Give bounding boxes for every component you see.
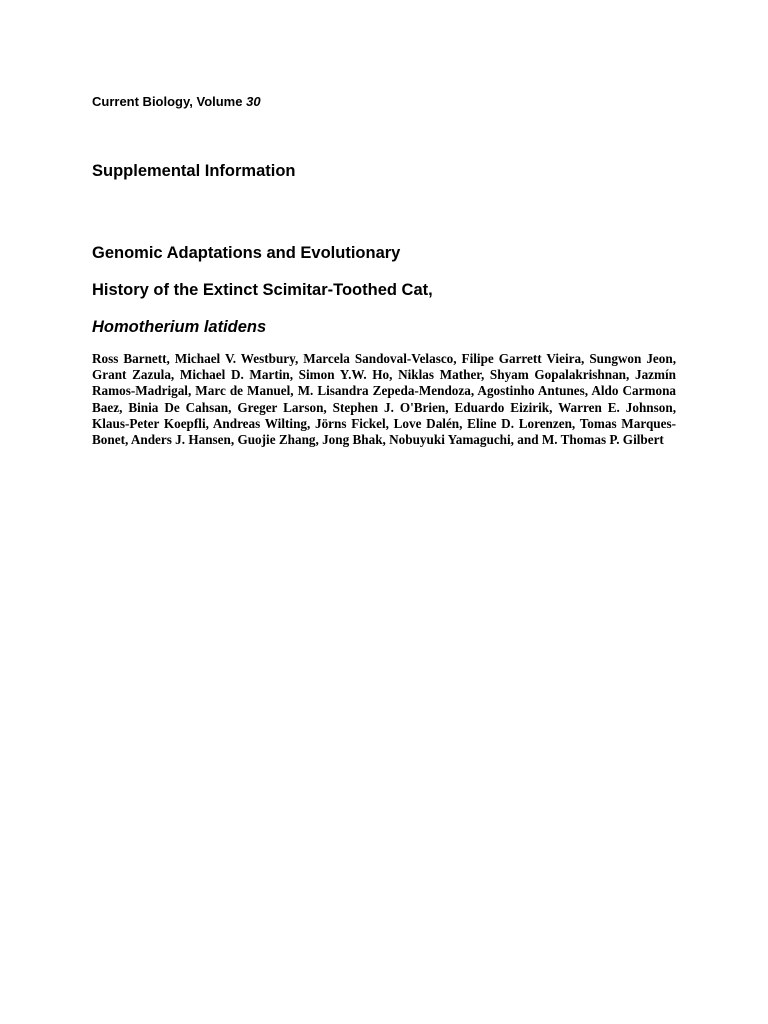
journal-citation xyxy=(92,94,261,110)
paper-title-line-2: History of the Extinct Scimitar-Toothed Cat, xyxy=(92,281,433,299)
section-heading: Supplemental Information xyxy=(92,162,296,180)
journal-volume: 30 xyxy=(246,94,261,109)
paper-title-line-1: Genomic Adaptations and Evolutionary xyxy=(92,244,401,262)
paper-title-species: Homotherium latidens xyxy=(92,318,267,336)
author-list: Ross Barnett, Michael V. Westbury, Marcela Sandoval-Velasco, Filipe Garrett Vieira, Sungwon Jeon, Grant Zazula, Michael D. Martin, Simon Y.W. Ho, Niklas Mather, Shyam Gopalakrishnan, Jazmín Ramos-Madrigal, Marc de Manuel, M. Lisandra Zepeda-Mendoza, Agostinho Antunes, Aldo Carmona Baez, Binia De Cahsan, Greger Larson, Stephen J. O'Brien, Eduardo Eizirik, Warren E. Johnson, Klaus-Peter Koepfli, Andreas Wilting, Jörns Fickel, Love Dalén, Eline D. Lorenzen, Tomas Marques-Bonet, Anders J. Hansen, Guojie Zhang, Jong Bhak, Nobuyuki Yamaguchi, and M. Thomas P. Gilbert xyxy=(92,351,676,448)
journal-name: Current Biology, Volume xyxy=(92,94,247,109)
